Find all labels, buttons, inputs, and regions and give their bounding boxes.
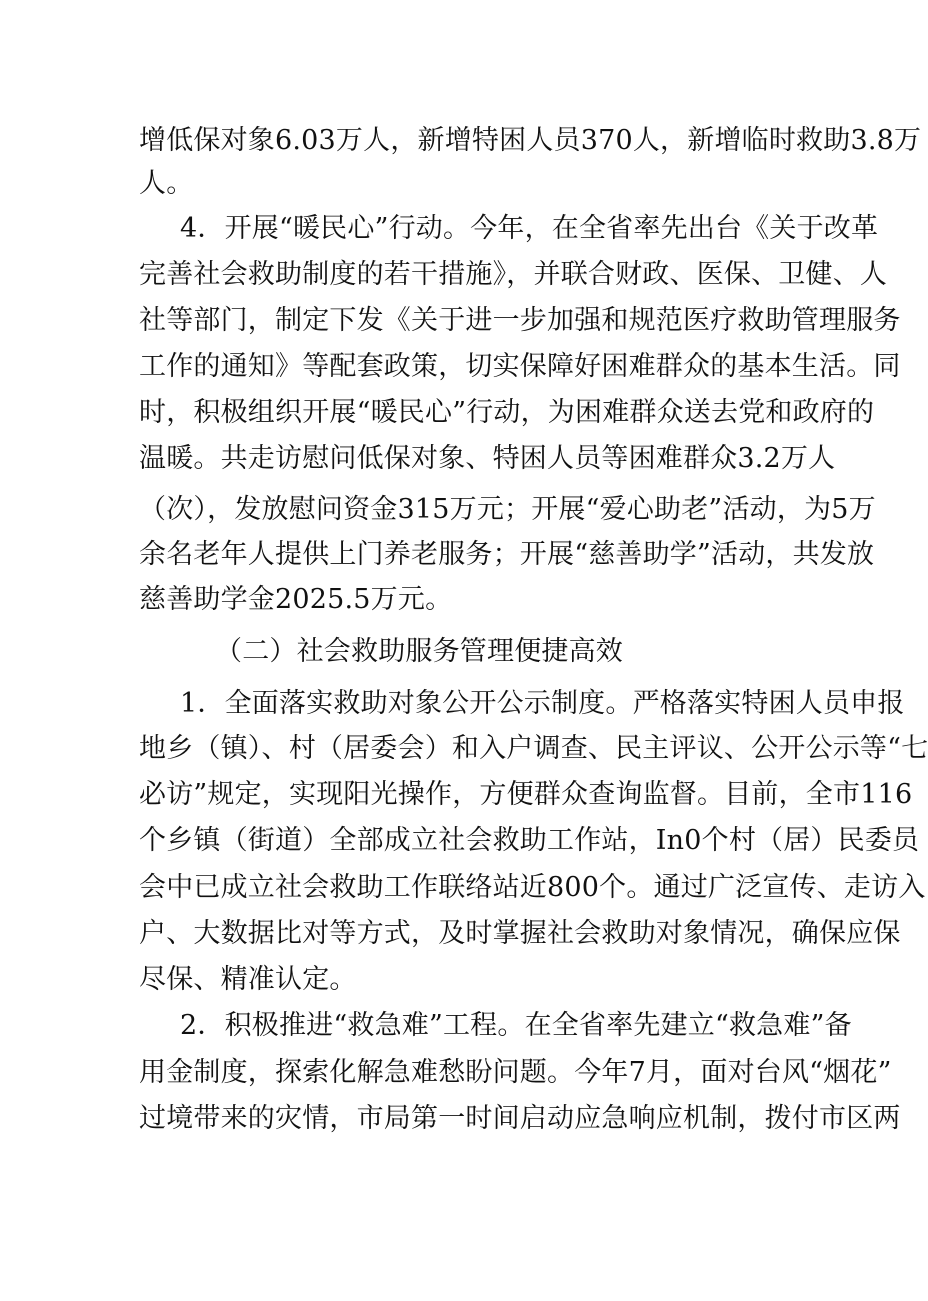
text-line-16: 个乡镇（街道）全部成立社会救助工作站，In0个村（居）民委员 bbox=[139, 825, 920, 856]
text-line-15: 必访”规定，实现阳光操作，方便群众查询监督。目前，全市116 bbox=[139, 779, 913, 810]
text-line-1: 增低保对象6.03万人，新增特困人员370人，新增临时救助3.8万 bbox=[139, 125, 922, 156]
text-line-4: 完善社会救助制度的若干措施》，并联合财政、医保、卫健、人 bbox=[139, 259, 888, 290]
text-line-8: 温暖。共走访慰问低保对象、特困人员等困难群众3.2万人 bbox=[139, 443, 836, 474]
paragraph-2-heading-line: 2．积极推进“救急难”工程。在全省率先建立“救急难”备 bbox=[180, 1010, 852, 1041]
text-line-6: 工作的通知》等配套政策，切实保障好困难群众的基本生活。同 bbox=[139, 351, 901, 382]
paragraph-1-heading-line: 1．全面落实救助对象公开公示制度。严格落实特困人员申报 bbox=[180, 688, 905, 719]
paragraph-4-heading-line: 4．开展“暖民心”行动。今年，在全省率先出台《关于改革 bbox=[180, 213, 879, 244]
text-line-18: 户、大数据比对等方式，及时掌握社会救助对象情况，确保应保 bbox=[139, 918, 901, 949]
text-line-22: 过境带来的灾情，市局第一时间启动应急响应机制，拨付市区两 bbox=[139, 1103, 901, 1134]
text-line-14: 地乡（镇）、村（居委会）和入户调查、民主评议、公开公示等“七 bbox=[139, 733, 928, 764]
text-line-17: 会中已成立社会救助工作联络站近800个。通过广泛宣传、走访入 bbox=[139, 872, 926, 903]
text-line-9: （次），发放慰问资金315万元；开展“爱心助老”活动，为5万 bbox=[139, 494, 876, 525]
text-line-19: 尽保、精准认定。 bbox=[139, 964, 357, 995]
text-line-11: 慈善助学金2025.5万元。 bbox=[139, 584, 453, 615]
text-line-5: 社等部门，制定下发《关于进一步加强和规范医疗救助管理服务 bbox=[139, 305, 901, 336]
text-line-7: 时，积极组织开展“暖民心”行动，为困难群众送去党和政府的 bbox=[139, 397, 875, 428]
text-line-21: 用金制度，探索化解急难愁盼问题。今年7月，面对台风“烟花” bbox=[139, 1057, 892, 1088]
text-line-10: 余名老年人提供上门养老服务；开展“慈善助学”活动，共发放 bbox=[139, 539, 875, 570]
section-heading: （二）社会救助服务管理便捷高效 bbox=[215, 636, 623, 667]
text-line-2: 人。 bbox=[139, 168, 194, 199]
